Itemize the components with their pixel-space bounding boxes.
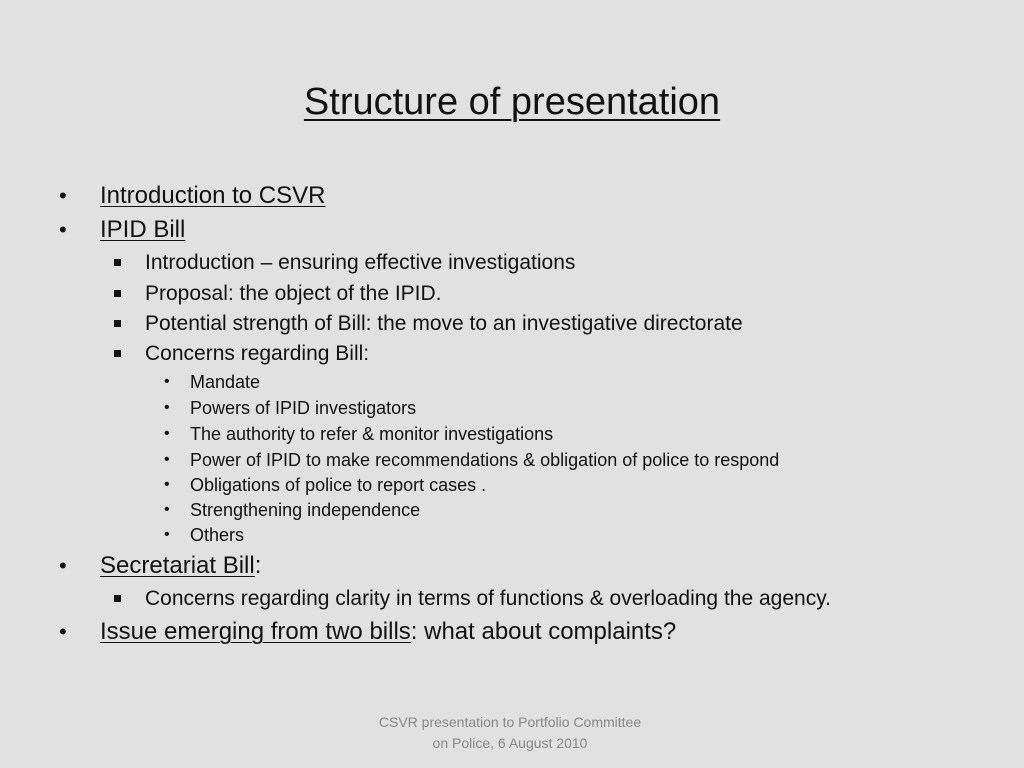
list-item bbox=[145, 341, 369, 367]
square-bullet-icon bbox=[114, 350, 121, 357]
item-text: Proposal: the object of the IPID. bbox=[145, 282, 442, 305]
bullet-icon: • bbox=[164, 526, 170, 543]
list-item bbox=[59, 617, 677, 647]
list-item bbox=[59, 181, 326, 211]
link-ipid-bill[interactable]: IPID Bill bbox=[100, 216, 186, 243]
list-item bbox=[145, 281, 442, 307]
bullet-icon: • bbox=[59, 553, 67, 578]
item-text: Potential strength of Bill: the move to an investigative directorate bbox=[145, 312, 743, 335]
list-item bbox=[164, 371, 261, 393]
bullet-icon: • bbox=[59, 183, 67, 208]
list-item bbox=[145, 586, 831, 612]
bullet-icon: • bbox=[164, 373, 170, 390]
item-text: Obligations of police to report cases . bbox=[190, 475, 487, 495]
item-text: Others bbox=[190, 525, 245, 545]
list-item bbox=[164, 499, 421, 521]
list-item bbox=[164, 397, 417, 419]
list-item bbox=[59, 215, 186, 245]
slide-title: Structure of presentation bbox=[303, 81, 721, 123]
footer-line: on Police, 6 August 2010 bbox=[432, 735, 588, 751]
slide-footer bbox=[330, 712, 690, 754]
bullet-icon: • bbox=[59, 217, 67, 242]
item-text: Strengthening independence bbox=[190, 500, 421, 520]
link-secretariat-bill[interactable]: Secretariat Bill bbox=[100, 552, 255, 579]
item-text: Power of IPID to make recommendations & obligation of police to respond bbox=[190, 450, 780, 470]
list-item bbox=[145, 311, 743, 337]
square-bullet-icon bbox=[114, 320, 121, 327]
item-text: Concerns regarding clarity in terms of functions & overloading the agency. bbox=[145, 587, 831, 610]
list-item bbox=[59, 551, 262, 581]
list-item bbox=[164, 474, 487, 496]
bullet-icon: • bbox=[164, 425, 170, 442]
item-text: Introduction – ensuring effective investigations bbox=[145, 251, 576, 274]
bullet-icon: • bbox=[164, 501, 170, 518]
item-text: The authority to refer & monitor investigations bbox=[190, 424, 554, 444]
bullet-icon: • bbox=[164, 399, 170, 416]
square-bullet-icon bbox=[114, 290, 121, 297]
item-text-suffix: : what about complaints? bbox=[410, 618, 677, 645]
link-issue-two-bills[interactable]: Issue emerging from two bills bbox=[100, 618, 411, 645]
bullet-icon: • bbox=[164, 451, 170, 468]
list-item bbox=[164, 524, 245, 546]
list-item bbox=[164, 449, 780, 471]
bullet-icon: • bbox=[164, 476, 170, 493]
item-text: Concerns regarding Bill: bbox=[145, 342, 370, 365]
footer-line: CSVR presentation to Portfolio Committee bbox=[378, 714, 642, 730]
bullet-icon: • bbox=[59, 619, 67, 644]
square-bullet-icon bbox=[114, 595, 121, 602]
item-text: Mandate bbox=[190, 372, 261, 392]
square-bullet-icon bbox=[114, 259, 121, 266]
link-introduction-csvr[interactable]: Introduction to CSVR bbox=[100, 182, 326, 209]
list-item bbox=[164, 423, 554, 445]
item-text: Powers of IPID investigators bbox=[190, 398, 417, 418]
list-item bbox=[145, 250, 575, 276]
item-text-suffix: : bbox=[254, 552, 262, 579]
